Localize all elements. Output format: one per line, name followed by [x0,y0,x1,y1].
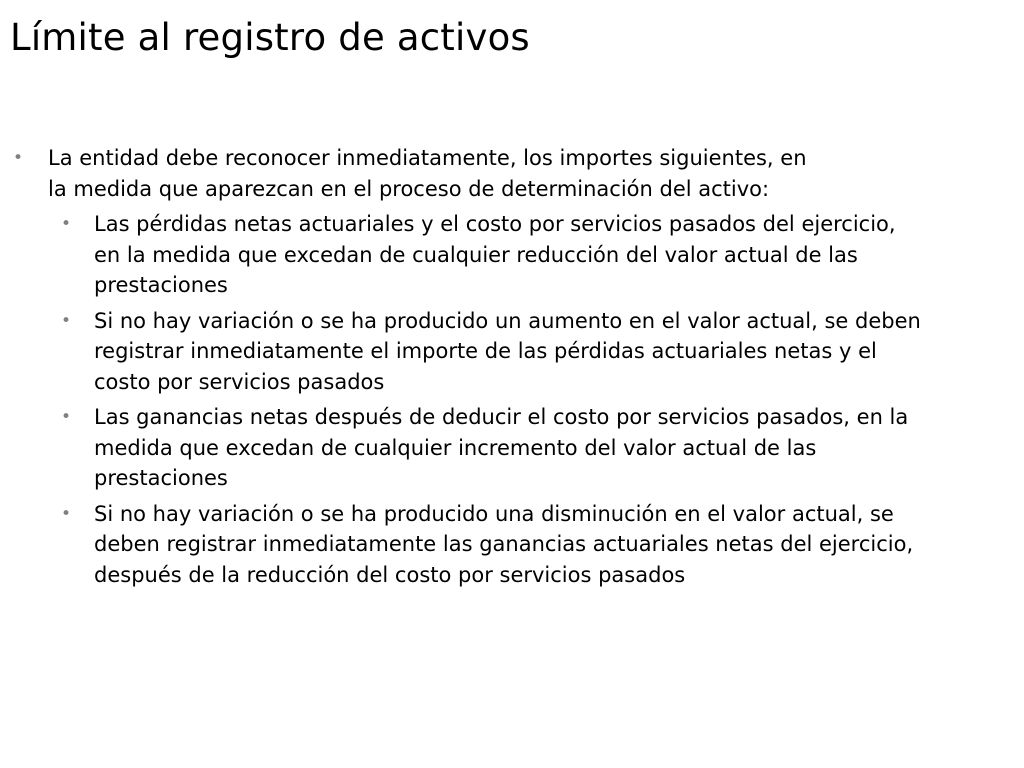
sub-bullet-text: Las pérdidas netas actuariales y el costo por servicios pasados del ejercicio, en la medida que excedan de cualquier reducción del valor actual de las prestaciones [94,212,896,297]
sub-bullet-item [10,499,924,591]
slide-title: Límite al registro de activos [10,16,530,59]
sub-bullet-text: Si no hay variación o se ha producido un aumento en el valor actual, se deben registrar inmediatamente el importe de las pérdidas actuariales netas y el costo por servicios pasados [94,308,921,394]
bullet-dot-icon: • [61,310,72,331]
slide-body [10,143,940,590]
bullet-item-intro [10,143,818,204]
sub-bullet-text: Las ganancias netas después de deducir el costo por servicios pasados, en la medida que excedan de cualquier incremento del valor actual de las prestaciones [94,405,909,490]
sub-bullet-item [10,306,924,398]
sub-bullet-item [10,402,924,494]
bullet-dot-icon: • [61,407,72,427]
sub-bullet-item [10,209,924,301]
sub-bullet-text: Si no hay variación o se ha producido una disminución en el valor actual, se deben registrar inmediatamente las ganancias actuariales netas del ejercicio, después de la reducción del costo por servicios pasados [94,501,914,587]
bullet-text: La entidad debe reconocer inmediatamente, los importes siguientes, en la medida que aparezcan en el proceso de determinación del activo: [48,146,807,201]
bullet-dot-icon: • [13,148,24,168]
bullet-dot-icon: • [61,503,72,524]
bullet-dot-icon: • [61,214,72,234]
